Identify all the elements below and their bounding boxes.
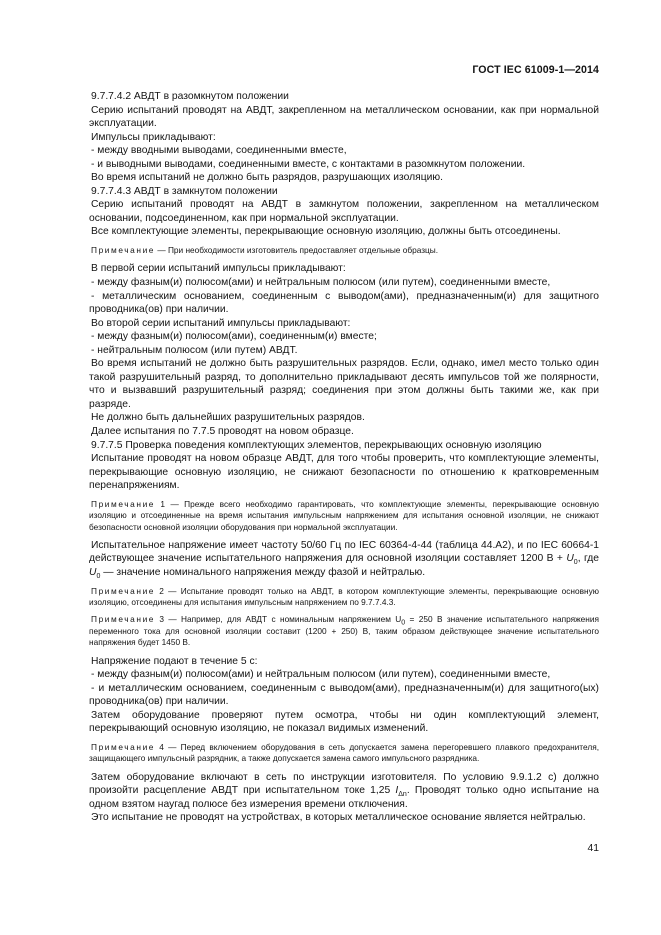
clause-heading: 9.7.7.4.2 АВДТ в разомкнутом положении: [91, 91, 289, 102]
note-2: [89, 586, 599, 609]
paragraph: Во второй серии испытаний импульсы прикладывают:: [91, 317, 351, 329]
list-item: - металлическим основанием, соединенным с выводом(ами), предназначенным(и) для защитного проводника(ов) при наличии.: [89, 290, 599, 316]
paragraph: Напряжение подают в течение 5 с:: [91, 655, 258, 667]
list-item: - между вводными выводами, соединенными вместе,: [91, 145, 347, 157]
paragraph: Во время испытаний не должно быть разрядов, разрушающих изоляцию.: [91, 172, 443, 184]
clause-heading: 9.7.7.5 Проверка поведения комплектующих элементов, перекрывающих основную изоляцию: [91, 439, 542, 451]
note-3: Примечание 3 — Например, для АВДТ с номинальным напряжением $U_0 = 250$ В значение испытательного напряжения переменного тока для основной изоляции составит (1200 + 250) В, таким образом действующее значение испытательного напряжения будет 1450 В.: [89, 614, 599, 648]
paragraph: Не должно быть дальнейших разрушительных разрядов.: [91, 412, 365, 424]
list-item: - и выводными выводами, соединенными вместе, с контактами в разомкнутом положении.: [91, 158, 526, 170]
page-number: 41: [587, 843, 599, 854]
note-label: Примечание: [91, 245, 156, 256]
note-label: Примечание: [91, 498, 156, 509]
note-label: Примечание: [91, 741, 156, 752]
note-label: Примечание: [91, 614, 156, 625]
note-text: 4 — Перед включением оборудования в сеть допускается замена перегоревшего плавкого предохранителя, защищающего импульсный разрядник, а также допускается замена самого импульсного разрядника.: [89, 741, 599, 764]
paragraph: Затем оборудование проверяют путем осмотра, чтобы ни один комплектующий элемент, перекрывающий основную изоляцию, не показал видимых изменений.: [89, 709, 599, 735]
note-text: 1 — Прежде всего необходимо гарантировать, что комплектующие элементы, перекрывающие основную изоляцию и отсоединенные на время испытания импульсным напряжением для испытания основной изоляции, не снижают безопасности основной изоляции оборудования при нормальной эксплуатации.: [89, 498, 599, 532]
paragraph: Затем оборудование включают в сеть по инструкции изготовителя. По условию 9.9.1.2 с) должно произойти расцепление АВДТ при испытательном токе 1,25 $I_{\Delta n}$. Проводят только одно испытание на одном взятом наугад полюсе без измерения времени отключения.: [89, 771, 599, 810]
note: [89, 245, 599, 256]
list-item: - между фазным(и) полюсом(ами) и нейтральным полюсом (или путем), соединенными вместе,: [91, 276, 551, 288]
list-item: - и металлическим основанием, соединенным с выводом(ами), предназначенным(и) для защитного(ых) проводника(ов) при наличии.: [89, 682, 599, 708]
note-1: [89, 499, 599, 533]
note-4: [89, 742, 599, 765]
note-text: 2 — Испытание проводят только на АВДТ, в котором комплектующие элементы, перекрывающие основную изоляцию, отсоединены для испытания импульсным напряжением по 9.7.7.4.3.: [89, 585, 599, 607]
paragraph: Далее испытания по 7.7.5 проводят на новом образце.: [91, 425, 354, 437]
note-text: — При необходимости изготовитель предоставляет отдельные образцы.: [155, 245, 439, 256]
paragraph: В первой серии испытаний импульсы прикладывают:: [91, 263, 346, 275]
paragraph: Это испытание не проводят на устройствах, в которых металлическое основание является нейтралью.: [91, 812, 586, 824]
note-label: Примечание: [91, 585, 156, 596]
paragraph: Импульсы прикладывают:: [91, 131, 216, 143]
paragraph: Во время испытаний не должно быть разрушительных разрядов. Если, однако, имел место только один такой разрушительный разряд, то дополнительно прикладывают десять импульсов той же полярности, что и вызвавший разрушительный разряд; соединения при этом должны быть такими же, как при разряде.: [89, 358, 599, 410]
paragraph: Испытательное напряжение имеет частоту 50/60 Гц по IEC 60364-4-44 (таблица 44.А2), и по IEC 60664-1 действующее значение испытательного напряжения для основной изоляции составляет 1200 $В + U_0$, где $U_0$ — значение номинального напряжения между фазой и нейтралью.: [89, 539, 600, 581]
clause-heading: 9.7.7.4.3 АВДТ в замкнутом положении: [91, 185, 278, 197]
list-item: - нейтральным полюсом (или путем) АВДТ.: [91, 344, 298, 356]
paragraph: Серию испытаний проводят на АВДТ, закрепленном на металлическом основании, как при нормальной эксплуатации.: [89, 104, 599, 130]
document-body: [89, 90, 599, 825]
paragraph: Серию испытаний проводят на АВДТ в замкнутом положении, закрепленном на металлическом основании, подсоединенном, как при нормальной эксплуатации.: [89, 199, 599, 224]
list-item: - между фазным(и) полюсом(ами) и нейтральным полюсом (или путем), соединенными вместе,: [91, 669, 551, 681]
paragraph: Испытание проводят на новом образце АВДТ, для того чтобы проверить, что комплектующие элементы, перекрывающие основную изоляцию, не снижают безопасности по отношению к кратковременным перенапряжениям.: [89, 453, 599, 492]
document-header: ГОСТ IEC 61009-1—2014: [472, 64, 599, 76]
paragraph: Все комплектующие элементы, перекрывающие основную изоляцию, должны быть отсоединены.: [91, 226, 561, 238]
list-item: - между фазным(и) полюсом(ами), соединенным(и) вместе;: [91, 331, 377, 343]
